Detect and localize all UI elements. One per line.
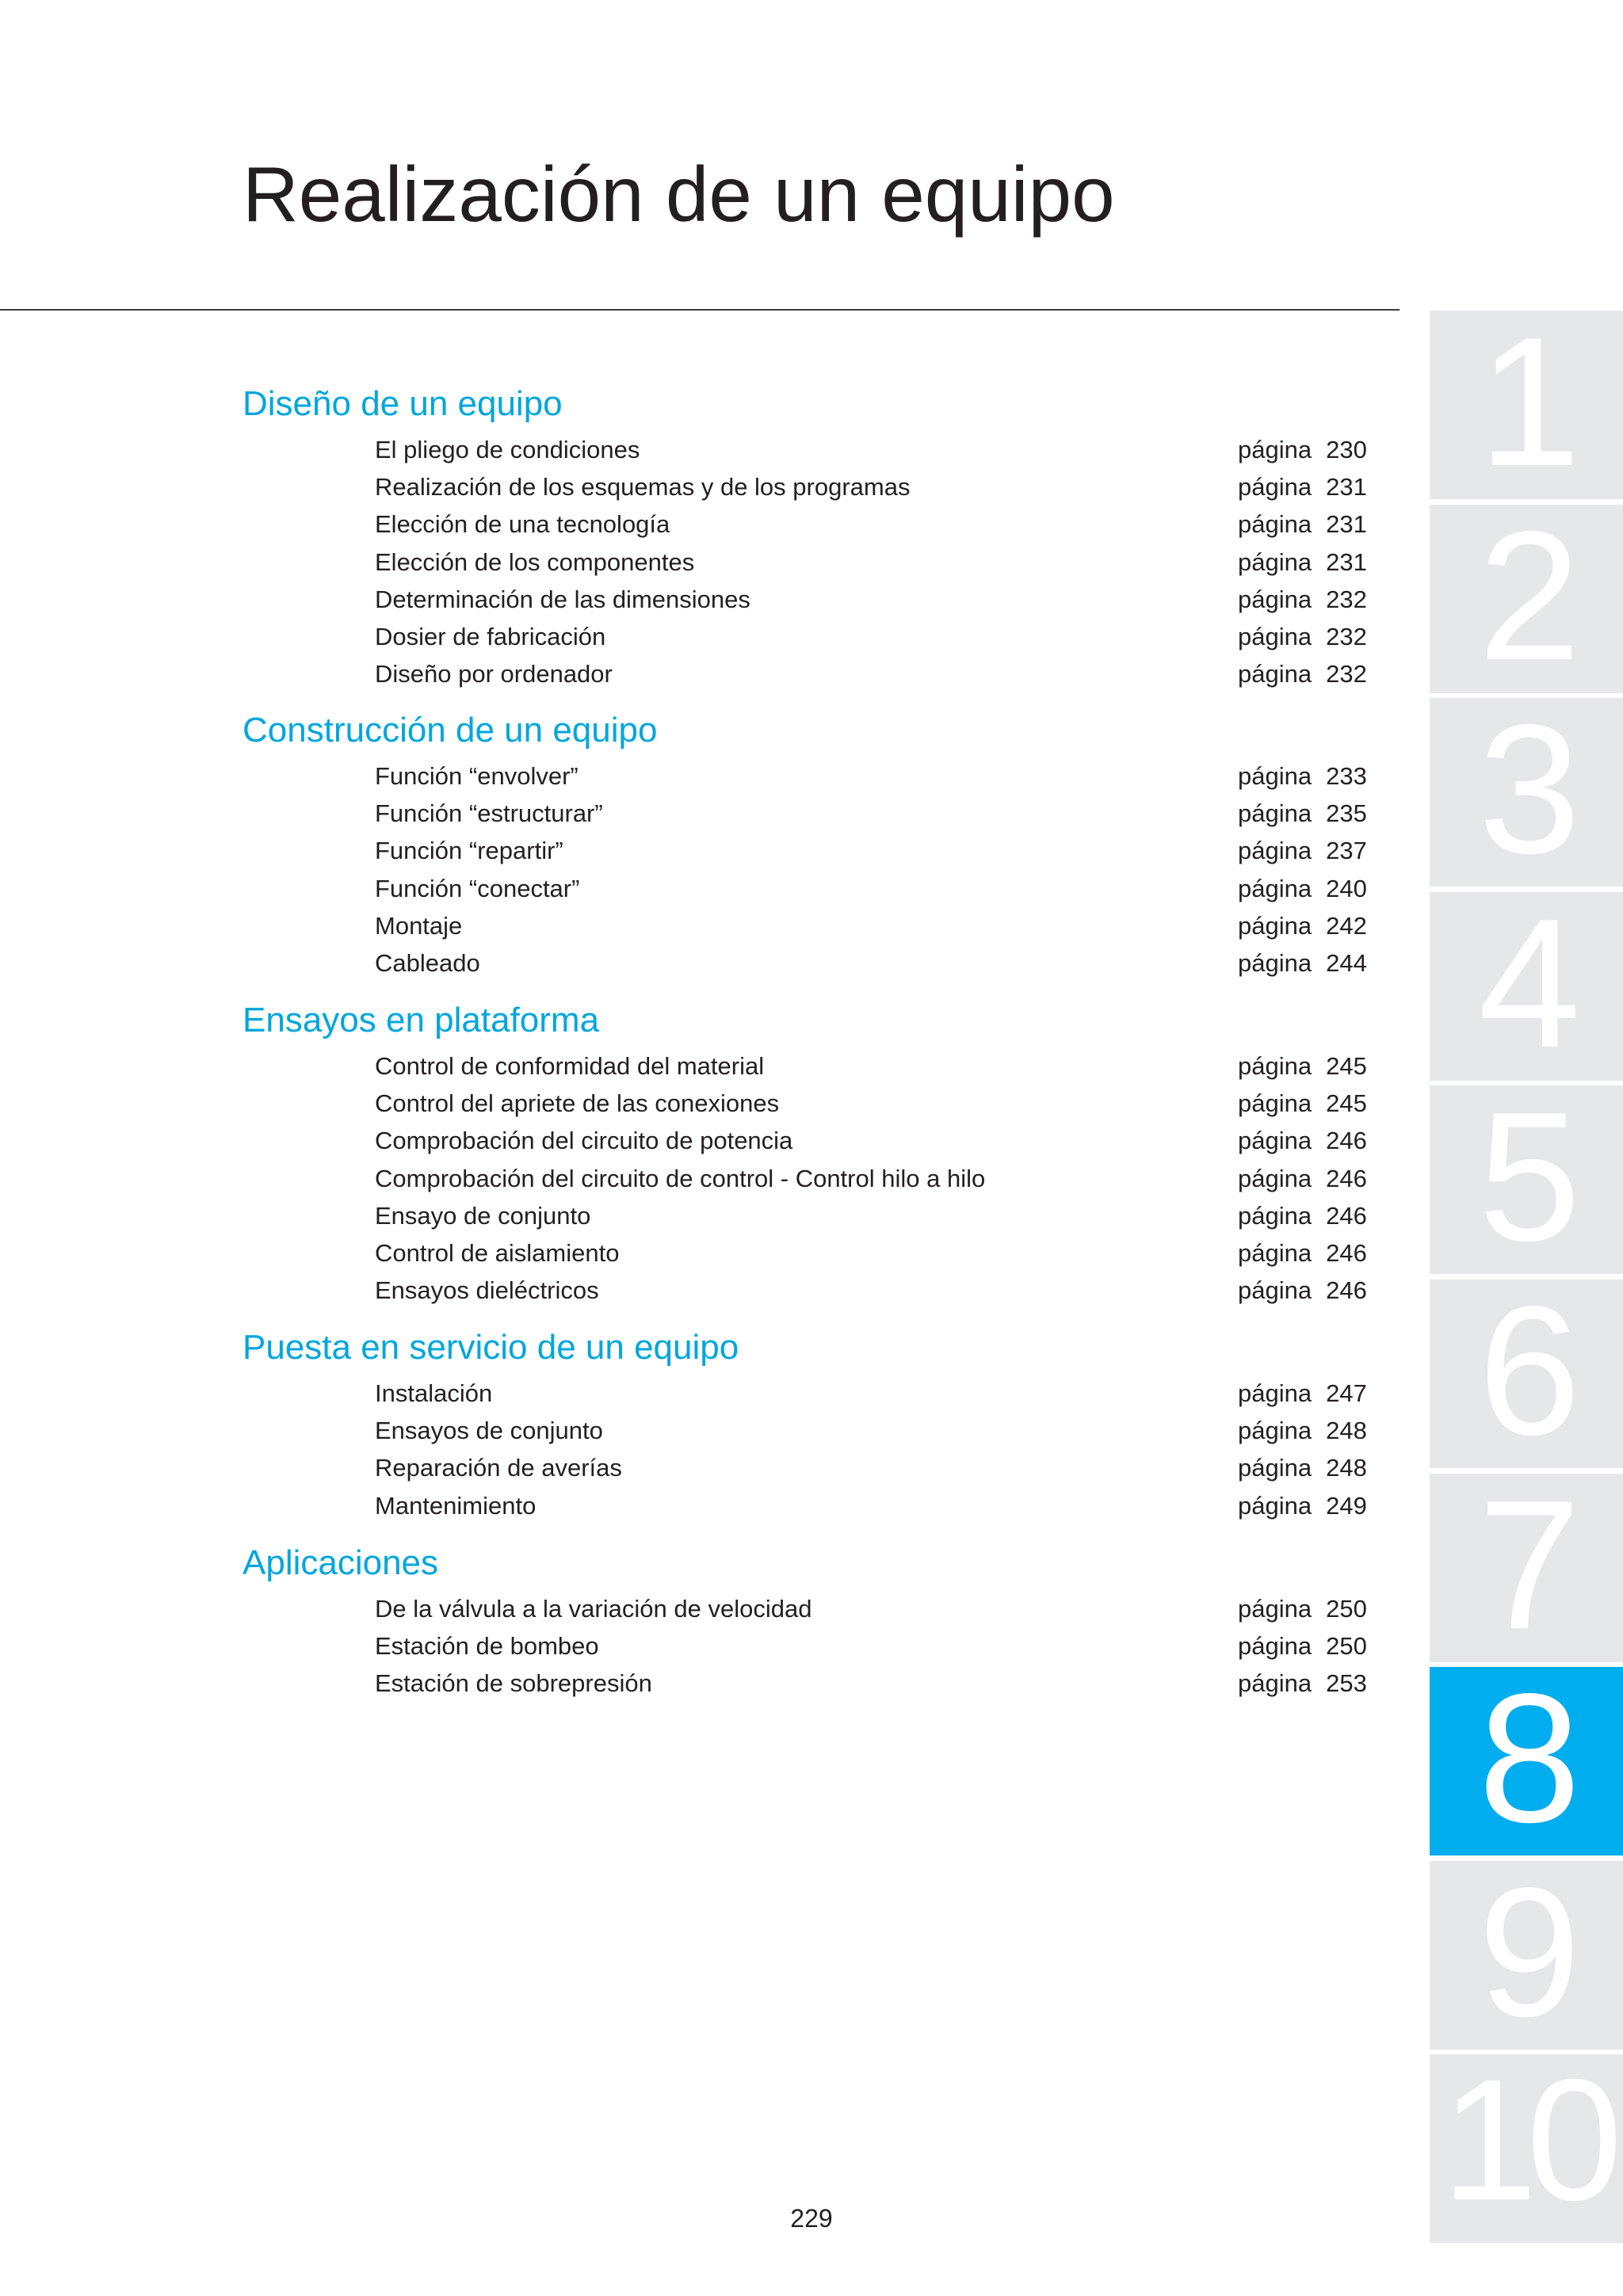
toc-entry-page <box>1238 1091 1367 1116</box>
chapter-tab-2[interactable] <box>1430 505 1623 693</box>
chapter-tab-number: 10 <box>1441 2054 1612 2237</box>
page-ref-number: 232 <box>1326 623 1367 650</box>
toc-entry-label: Estación de sobrepresión <box>375 1669 652 1698</box>
page-ref-number: 232 <box>1326 660 1367 688</box>
page-word: página <box>1238 1052 1312 1080</box>
page-word: página <box>1238 1417 1312 1445</box>
page-ref-number: 248 <box>1326 1454 1367 1482</box>
toc-entry-label: Reparación de averías <box>375 1454 622 1482</box>
page-word: página <box>1238 799 1312 828</box>
page-word: página <box>1238 510 1312 539</box>
chapter-tab-4[interactable] <box>1430 892 1623 1081</box>
page-ref-number: 232 <box>1326 585 1367 613</box>
toc-entry-label: Comprobación del circuito de potencia <box>375 1127 793 1155</box>
page-ref-number: 240 <box>1326 874 1367 902</box>
toc-entry-page <box>1238 587 1367 612</box>
section-heading: Aplicaciones <box>242 1543 439 1582</box>
page-ref-number: 247 <box>1326 1379 1367 1407</box>
toc-entry-page <box>1238 801 1367 826</box>
page-word: página <box>1238 1276 1312 1305</box>
page-word: página <box>1238 1201 1312 1230</box>
page-ref-number: 235 <box>1326 799 1367 828</box>
toc-entry-page <box>1238 1128 1367 1153</box>
page-word: página <box>1238 762 1312 790</box>
chapter-tab-8[interactable] <box>1430 1667 1623 1855</box>
chapter-tab-7[interactable] <box>1430 1474 1623 1662</box>
toc-entry-label: Función “envolver” <box>375 762 579 790</box>
toc-entry-page <box>1238 510 1367 539</box>
toc-entry-label: Control de conformidad del material <box>375 1052 765 1080</box>
toc-entry-label: Cableado <box>375 949 480 977</box>
page-ref-number: 248 <box>1326 1417 1367 1445</box>
page-word: página <box>1238 473 1312 502</box>
toc-entry-page <box>1238 1455 1367 1480</box>
page-word: página <box>1238 1669 1312 1698</box>
toc-entry-label: Mantenimiento <box>375 1491 537 1520</box>
page-ref-number: 250 <box>1326 1632 1367 1661</box>
section-heading: Construcción de un equipo <box>242 711 658 749</box>
chapter-tab-number: 3 <box>1478 698 1575 887</box>
toc-entry-label: El pliego de condiciones <box>375 436 640 463</box>
chapter-tab-number: 4 <box>1478 891 1575 1081</box>
page-number: 229 <box>790 2204 833 2233</box>
chapter-tab-number: 9 <box>1478 1860 1575 2050</box>
toc-entry-page <box>1238 1596 1367 1621</box>
page-word: página <box>1238 1239 1312 1267</box>
chapter-tab-number: 8 <box>1478 1667 1575 1856</box>
page-ref-number: 253 <box>1326 1669 1367 1698</box>
page-title: Realización de un equipo <box>242 151 1115 238</box>
toc-entry-page <box>1238 951 1367 975</box>
page-word: página <box>1238 623 1312 650</box>
title-divider <box>0 309 1400 311</box>
toc-entry-label: Elección de los componentes <box>375 547 695 576</box>
toc-entry-page <box>1238 913 1367 938</box>
toc-entry-page <box>1238 764 1367 788</box>
toc-entry-label: Dosier de fabricación <box>375 623 606 650</box>
toc-entry-label: Realización de los esquemas y de los programas <box>375 473 911 502</box>
toc-entry-page <box>1238 1241 1367 1265</box>
page-word: página <box>1238 585 1312 613</box>
page-ref-number: 245 <box>1326 1052 1367 1080</box>
chapter-tab-6[interactable] <box>1430 1280 1623 1468</box>
toc-entry-label: Elección de una tecnología <box>375 510 670 539</box>
toc-entry-label: Instalación <box>375 1379 493 1407</box>
chapter-tab-number: 2 <box>1478 504 1575 693</box>
page-word: página <box>1238 874 1312 902</box>
toc-entry-label: Ensayos dieléctricos <box>375 1276 599 1305</box>
toc-entry-label: Comprobación del circuito de control - Control hilo a hilo <box>375 1164 986 1192</box>
toc-entry-page <box>1238 547 1367 576</box>
chapter-tab-number: 5 <box>1478 1085 1575 1275</box>
page-ref-number: 250 <box>1326 1595 1367 1623</box>
toc-entry-label: Función “estructurar” <box>375 799 603 828</box>
toc-entry-label: Montaje <box>375 911 463 940</box>
page-word: página <box>1238 837 1312 865</box>
toc-entry-page <box>1238 1203 1367 1228</box>
page-ref-number: 244 <box>1326 949 1367 977</box>
toc-entry-label: Control del apriete de las conexiones <box>375 1089 780 1118</box>
toc-entry-label: Diseño por ordenador <box>375 660 613 688</box>
page-word: página <box>1238 1379 1312 1407</box>
toc-entry-page <box>1238 1276 1367 1305</box>
page-word: página <box>1238 1089 1312 1118</box>
toc-entry-label: Ensayos de conjunto <box>375 1417 603 1445</box>
page-ref-number: 246 <box>1326 1127 1367 1155</box>
toc-entry-page <box>1238 1493 1367 1518</box>
toc-entry-page <box>1238 1054 1367 1078</box>
toc-entry-label: Función “repartir” <box>375 837 563 865</box>
toc-entry-page <box>1238 838 1367 863</box>
page-word: página <box>1238 949 1312 977</box>
toc-entry-page <box>1238 1166 1367 1191</box>
toc-entry-page <box>1238 1669 1367 1698</box>
chapter-tab-number: 1 <box>1478 311 1575 499</box>
toc-entry-page <box>1238 473 1367 502</box>
page-word: página <box>1238 1454 1312 1482</box>
page-ref-number: 249 <box>1326 1491 1367 1520</box>
chapter-tab-9[interactable] <box>1430 1861 1623 2050</box>
page-ref-number: 246 <box>1326 1276 1367 1305</box>
page-ref-number: 230 <box>1326 436 1367 463</box>
toc-entry-label: Estación de bombeo <box>375 1632 599 1661</box>
page-ref-number: 233 <box>1326 762 1367 790</box>
page-ref-number: 245 <box>1326 1089 1367 1118</box>
toc-entry-label: De la válvula a la variación de velocidad <box>375 1595 812 1623</box>
page-word: página <box>1238 1127 1312 1155</box>
toc-entry-page <box>1238 1418 1367 1443</box>
toc-entry-label: Función “conectar” <box>375 874 580 902</box>
page-ref-number: 231 <box>1326 473 1367 502</box>
chapter-tab-number: 7 <box>1478 1473 1575 1662</box>
page-ref-number: 246 <box>1326 1239 1367 1267</box>
page-word: página <box>1238 547 1312 576</box>
toc-entry-page <box>1238 662 1367 686</box>
page-ref-number: 246 <box>1326 1201 1367 1230</box>
section-heading: Diseño de un equipo <box>242 384 563 423</box>
section-heading: Ensayos en plataforma <box>242 1001 600 1039</box>
page-word: página <box>1238 1595 1312 1623</box>
toc-entry-label: Determinación de las dimensiones <box>375 585 750 613</box>
page-word: página <box>1238 911 1312 940</box>
toc-entry-page <box>1238 1632 1367 1661</box>
toc-entry-label: Ensayo de conjunto <box>375 1201 591 1230</box>
page-ref-number: 231 <box>1326 510 1367 539</box>
page-ref-number: 242 <box>1326 911 1367 940</box>
chapter-tab-3[interactable] <box>1430 698 1623 887</box>
page-ref-number: 231 <box>1326 547 1367 576</box>
toc-entry-page <box>1238 437 1367 462</box>
page-word: página <box>1238 1632 1312 1661</box>
toc-entry-page <box>1238 1381 1367 1405</box>
page-ref-number: 237 <box>1326 837 1367 865</box>
chapter-tab-number: 6 <box>1478 1280 1575 1468</box>
page-word: página <box>1238 436 1312 463</box>
chapter-tab-5[interactable] <box>1430 1085 1623 1274</box>
toc-entry-label: Control de aislamiento <box>375 1239 620 1267</box>
page-word: página <box>1238 1491 1312 1520</box>
section-heading: Puesta en servicio de un equipo <box>242 1328 739 1367</box>
page-ref-number: 246 <box>1326 1164 1367 1192</box>
page-word: página <box>1238 660 1312 688</box>
toc-entry-page <box>1238 624 1367 649</box>
toc-entry-page <box>1238 876 1367 901</box>
page-word: página <box>1238 1164 1312 1192</box>
chapter-tab-1[interactable] <box>1430 311 1623 499</box>
